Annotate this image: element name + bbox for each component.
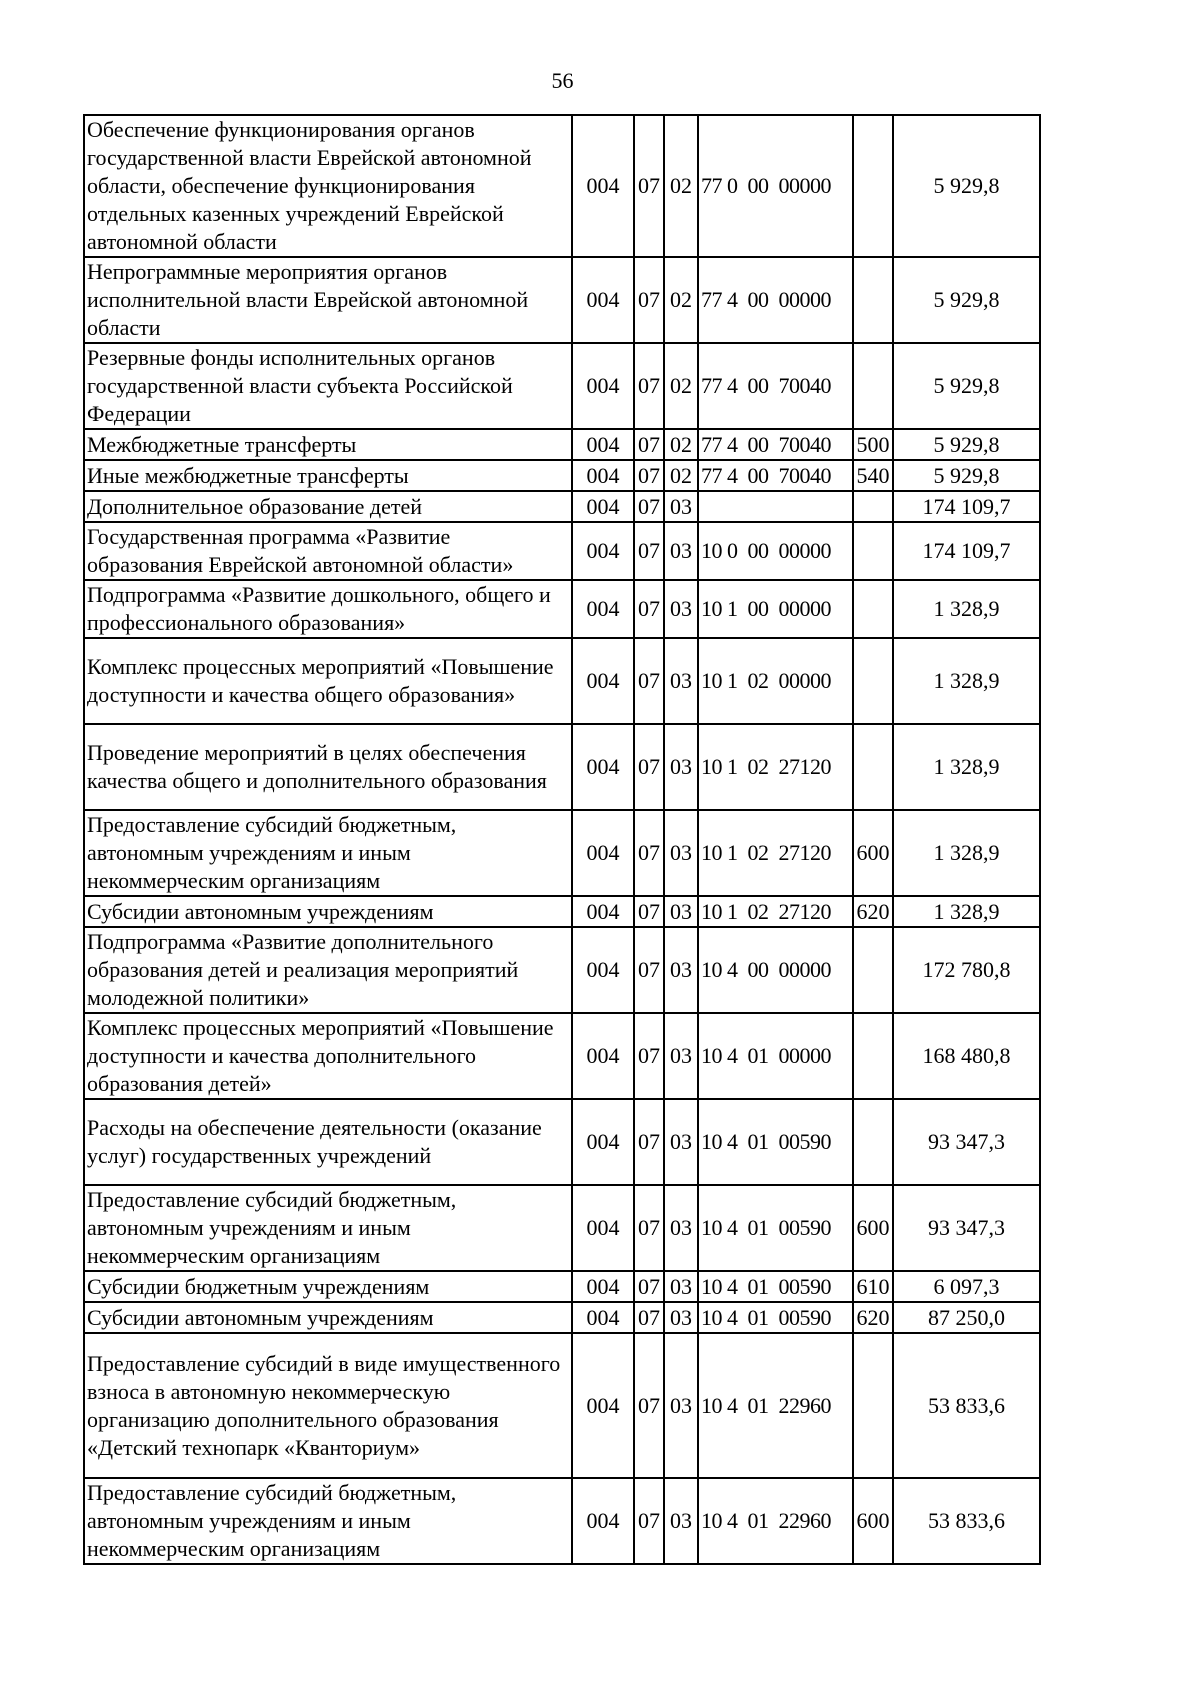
row-expense-type-code [853,1099,893,1185]
row-name: Иные межбюджетные трансферты [84,460,572,491]
table-row [84,522,1040,580]
row-grbs-code: 004 [572,1099,634,1185]
row-expense-type-code: 600 [853,1478,893,1564]
row-expense-type-code: 540 [853,460,893,491]
row-subsection-code: 03 [664,1185,698,1271]
row-section-code: 07 [634,429,664,460]
row-target-article-code: 10 0 00 00000 [698,522,853,580]
row-subsection-code: 03 [664,1333,698,1478]
row-name: Предоставление субсидий бюджетным, автономным учреждениям и иным некоммерческим организациям [84,1185,572,1271]
row-section-code: 07 [634,810,664,896]
row-name: Обеспечение функционирования органов государственной власти Еврейской автономной области, обеспечение функционирования отдельных казенных учреждений Еврейской автономной области [84,115,572,257]
row-amount: 5 929,8 [893,429,1040,460]
row-amount: 172 780,8 [893,927,1040,1013]
table-row [84,257,1040,343]
row-section-code: 07 [634,724,664,810]
row-amount: 93 347,3 [893,1099,1040,1185]
table-row [84,460,1040,491]
table-row [84,724,1040,810]
row-grbs-code: 004 [572,724,634,810]
table-row [84,927,1040,1013]
row-expense-type-code: 620 [853,1302,893,1333]
row-section-code: 07 [634,1099,664,1185]
row-section-code: 07 [634,491,664,522]
row-name: Комплекс процессных мероприятий «Повышение доступности и качества дополнительного образования детей» [84,1013,572,1099]
table-row [84,896,1040,927]
row-grbs-code: 004 [572,1333,634,1478]
row-target-article-code: 10 1 02 27120 [698,724,853,810]
row-section-code: 07 [634,343,664,429]
row-expense-type-code: 500 [853,429,893,460]
row-section-code: 07 [634,1302,664,1333]
row-target-article-code: 10 4 00 00000 [698,927,853,1013]
row-amount: 174 109,7 [893,491,1040,522]
row-target-article-code: 10 4 01 22960 [698,1478,853,1564]
row-expense-type-code: 600 [853,1185,893,1271]
row-subsection-code: 03 [664,724,698,810]
row-expense-type-code [853,115,893,257]
row-amount: 1 328,9 [893,724,1040,810]
row-section-code: 07 [634,896,664,927]
table-row [84,491,1040,522]
row-grbs-code: 004 [572,580,634,638]
row-target-article-code: 77 4 00 70040 [698,343,853,429]
table-row [84,115,1040,257]
row-name: Межбюджетные трансферты [84,429,572,460]
row-expense-type-code: 620 [853,896,893,927]
row-expense-type-code [853,638,893,724]
row-target-article-code: 10 1 02 27120 [698,810,853,896]
row-expense-type-code [853,343,893,429]
table-row [84,1013,1040,1099]
row-subsection-code: 03 [664,491,698,522]
row-amount: 5 929,8 [893,115,1040,257]
row-grbs-code: 004 [572,522,634,580]
row-subsection-code: 03 [664,1478,698,1564]
row-section-code: 07 [634,1478,664,1564]
row-expense-type-code: 610 [853,1271,893,1302]
row-subsection-code: 03 [664,896,698,927]
row-amount: 1 328,9 [893,810,1040,896]
row-amount: 1 328,9 [893,896,1040,927]
table-row [84,429,1040,460]
row-amount: 5 929,8 [893,343,1040,429]
row-target-article-code: 77 0 00 00000 [698,115,853,257]
row-name: Расходы на обеспечение деятельности (оказание услуг) государственных учреждений [84,1099,572,1185]
table-row [84,1185,1040,1271]
budget-table [83,114,1041,1565]
row-target-article-code: 77 4 00 70040 [698,460,853,491]
row-amount: 53 833,6 [893,1478,1040,1564]
row-section-code: 07 [634,115,664,257]
row-grbs-code: 004 [572,638,634,724]
row-subsection-code: 03 [664,1099,698,1185]
row-section-code: 07 [634,927,664,1013]
row-expense-type-code: 600 [853,810,893,896]
row-expense-type-code [853,927,893,1013]
row-amount: 174 109,7 [893,522,1040,580]
row-subsection-code: 03 [664,1013,698,1099]
row-section-code: 07 [634,1185,664,1271]
row-subsection-code: 02 [664,343,698,429]
row-amount: 87 250,0 [893,1302,1040,1333]
row-expense-type-code [853,257,893,343]
row-amount: 1 328,9 [893,638,1040,724]
row-target-article-code: 10 1 00 00000 [698,580,853,638]
row-subsection-code: 02 [664,115,698,257]
row-name: Предоставление субсидий бюджетным, автономным учреждениям и иным некоммерческим организациям [84,1478,572,1564]
row-expense-type-code [853,1333,893,1478]
row-target-article-code: 10 4 01 00590 [698,1302,853,1333]
row-target-article-code: 10 1 02 00000 [698,638,853,724]
row-expense-type-code [853,580,893,638]
row-grbs-code: 004 [572,927,634,1013]
row-grbs-code: 004 [572,810,634,896]
row-subsection-code: 02 [664,257,698,343]
row-subsection-code: 02 [664,460,698,491]
row-target-article-code: 10 4 01 22960 [698,1333,853,1478]
table-row [84,1271,1040,1302]
row-section-code: 07 [634,522,664,580]
table-row [84,810,1040,896]
row-amount: 53 833,6 [893,1333,1040,1478]
row-name: Проведение мероприятий в целях обеспечения качества общего и дополнительного образования [84,724,572,810]
row-section-code: 07 [634,257,664,343]
budget-table-body [84,115,1040,1564]
row-section-code: 07 [634,580,664,638]
row-expense-type-code [853,491,893,522]
row-target-article-code: 10 4 01 00000 [698,1013,853,1099]
page-number: 56 [551,68,574,93]
row-name: Комплекс процессных мероприятий «Повышение доступности и качества общего образования» [84,638,572,724]
row-grbs-code: 004 [572,460,634,491]
row-name: Предоставление субсидий бюджетным, автономным учреждениям и иным некоммерческим организациям [84,810,572,896]
table-row [84,580,1040,638]
row-amount: 5 929,8 [893,257,1040,343]
row-section-code: 07 [634,460,664,491]
row-name: Субсидии автономным учреждениям [84,896,572,927]
row-name: Резервные фонды исполнительных органов государственной власти субъекта Российской Федерации [84,343,572,429]
table-row [84,1099,1040,1185]
row-target-article-code: 77 4 00 00000 [698,257,853,343]
row-grbs-code: 004 [572,257,634,343]
row-grbs-code: 004 [572,429,634,460]
row-expense-type-code [853,1013,893,1099]
row-name: Подпрограмма «Развитие дополнительного образования детей и реализация мероприятий молодежной политики» [84,927,572,1013]
table-row [84,343,1040,429]
row-grbs-code: 004 [572,115,634,257]
row-section-code: 07 [634,638,664,724]
row-subsection-code: 02 [664,429,698,460]
row-amount: 93 347,3 [893,1185,1040,1271]
row-grbs-code: 004 [572,491,634,522]
row-name: Государственная программа «Развитие образования Еврейской автономной области» [84,522,572,580]
row-amount: 5 929,8 [893,460,1040,491]
row-grbs-code: 004 [572,1271,634,1302]
table-row [84,1333,1040,1478]
row-target-article-code: 10 4 01 00590 [698,1185,853,1271]
row-grbs-code: 004 [572,896,634,927]
row-target-article-code: 10 4 01 00590 [698,1099,853,1185]
row-target-article-code: 10 1 02 27120 [698,896,853,927]
row-section-code: 07 [634,1271,664,1302]
table-row [84,1478,1040,1564]
row-expense-type-code [853,522,893,580]
row-subsection-code: 03 [664,927,698,1013]
row-grbs-code: 004 [572,1478,634,1564]
row-target-article-code [698,491,853,522]
row-subsection-code: 03 [664,1271,698,1302]
row-target-article-code: 77 4 00 70040 [698,429,853,460]
table-row [84,638,1040,724]
row-name: Дополнительное образование детей [84,491,572,522]
row-subsection-code: 03 [664,580,698,638]
row-subsection-code: 03 [664,522,698,580]
row-expense-type-code [853,724,893,810]
row-subsection-code: 03 [664,810,698,896]
row-grbs-code: 004 [572,1013,634,1099]
row-subsection-code: 03 [664,1302,698,1333]
row-grbs-code: 004 [572,343,634,429]
row-name: Субсидии автономным учреждениям [84,1302,572,1333]
row-name: Предоставление субсидий в виде имущественного взноса в автономную некоммерческую организацию дополнительного образования «Детский технопарк «Кванториум» [84,1333,572,1478]
row-grbs-code: 004 [572,1185,634,1271]
row-name: Подпрограмма «Развитие дошкольного, общего и профессионального образования» [84,580,572,638]
row-subsection-code: 03 [664,638,698,724]
table-row [84,1302,1040,1333]
row-section-code: 07 [634,1013,664,1099]
row-amount: 1 328,9 [893,580,1040,638]
row-target-article-code: 10 4 01 00590 [698,1271,853,1302]
row-name: Непрограммные мероприятия органов исполнительной власти Еврейской автономной области [84,257,572,343]
row-amount: 168 480,8 [893,1013,1040,1099]
row-section-code: 07 [634,1333,664,1478]
row-grbs-code: 004 [572,1302,634,1333]
row-name: Субсидии бюджетным учреждениям [84,1271,572,1302]
row-amount: 6 097,3 [893,1271,1040,1302]
